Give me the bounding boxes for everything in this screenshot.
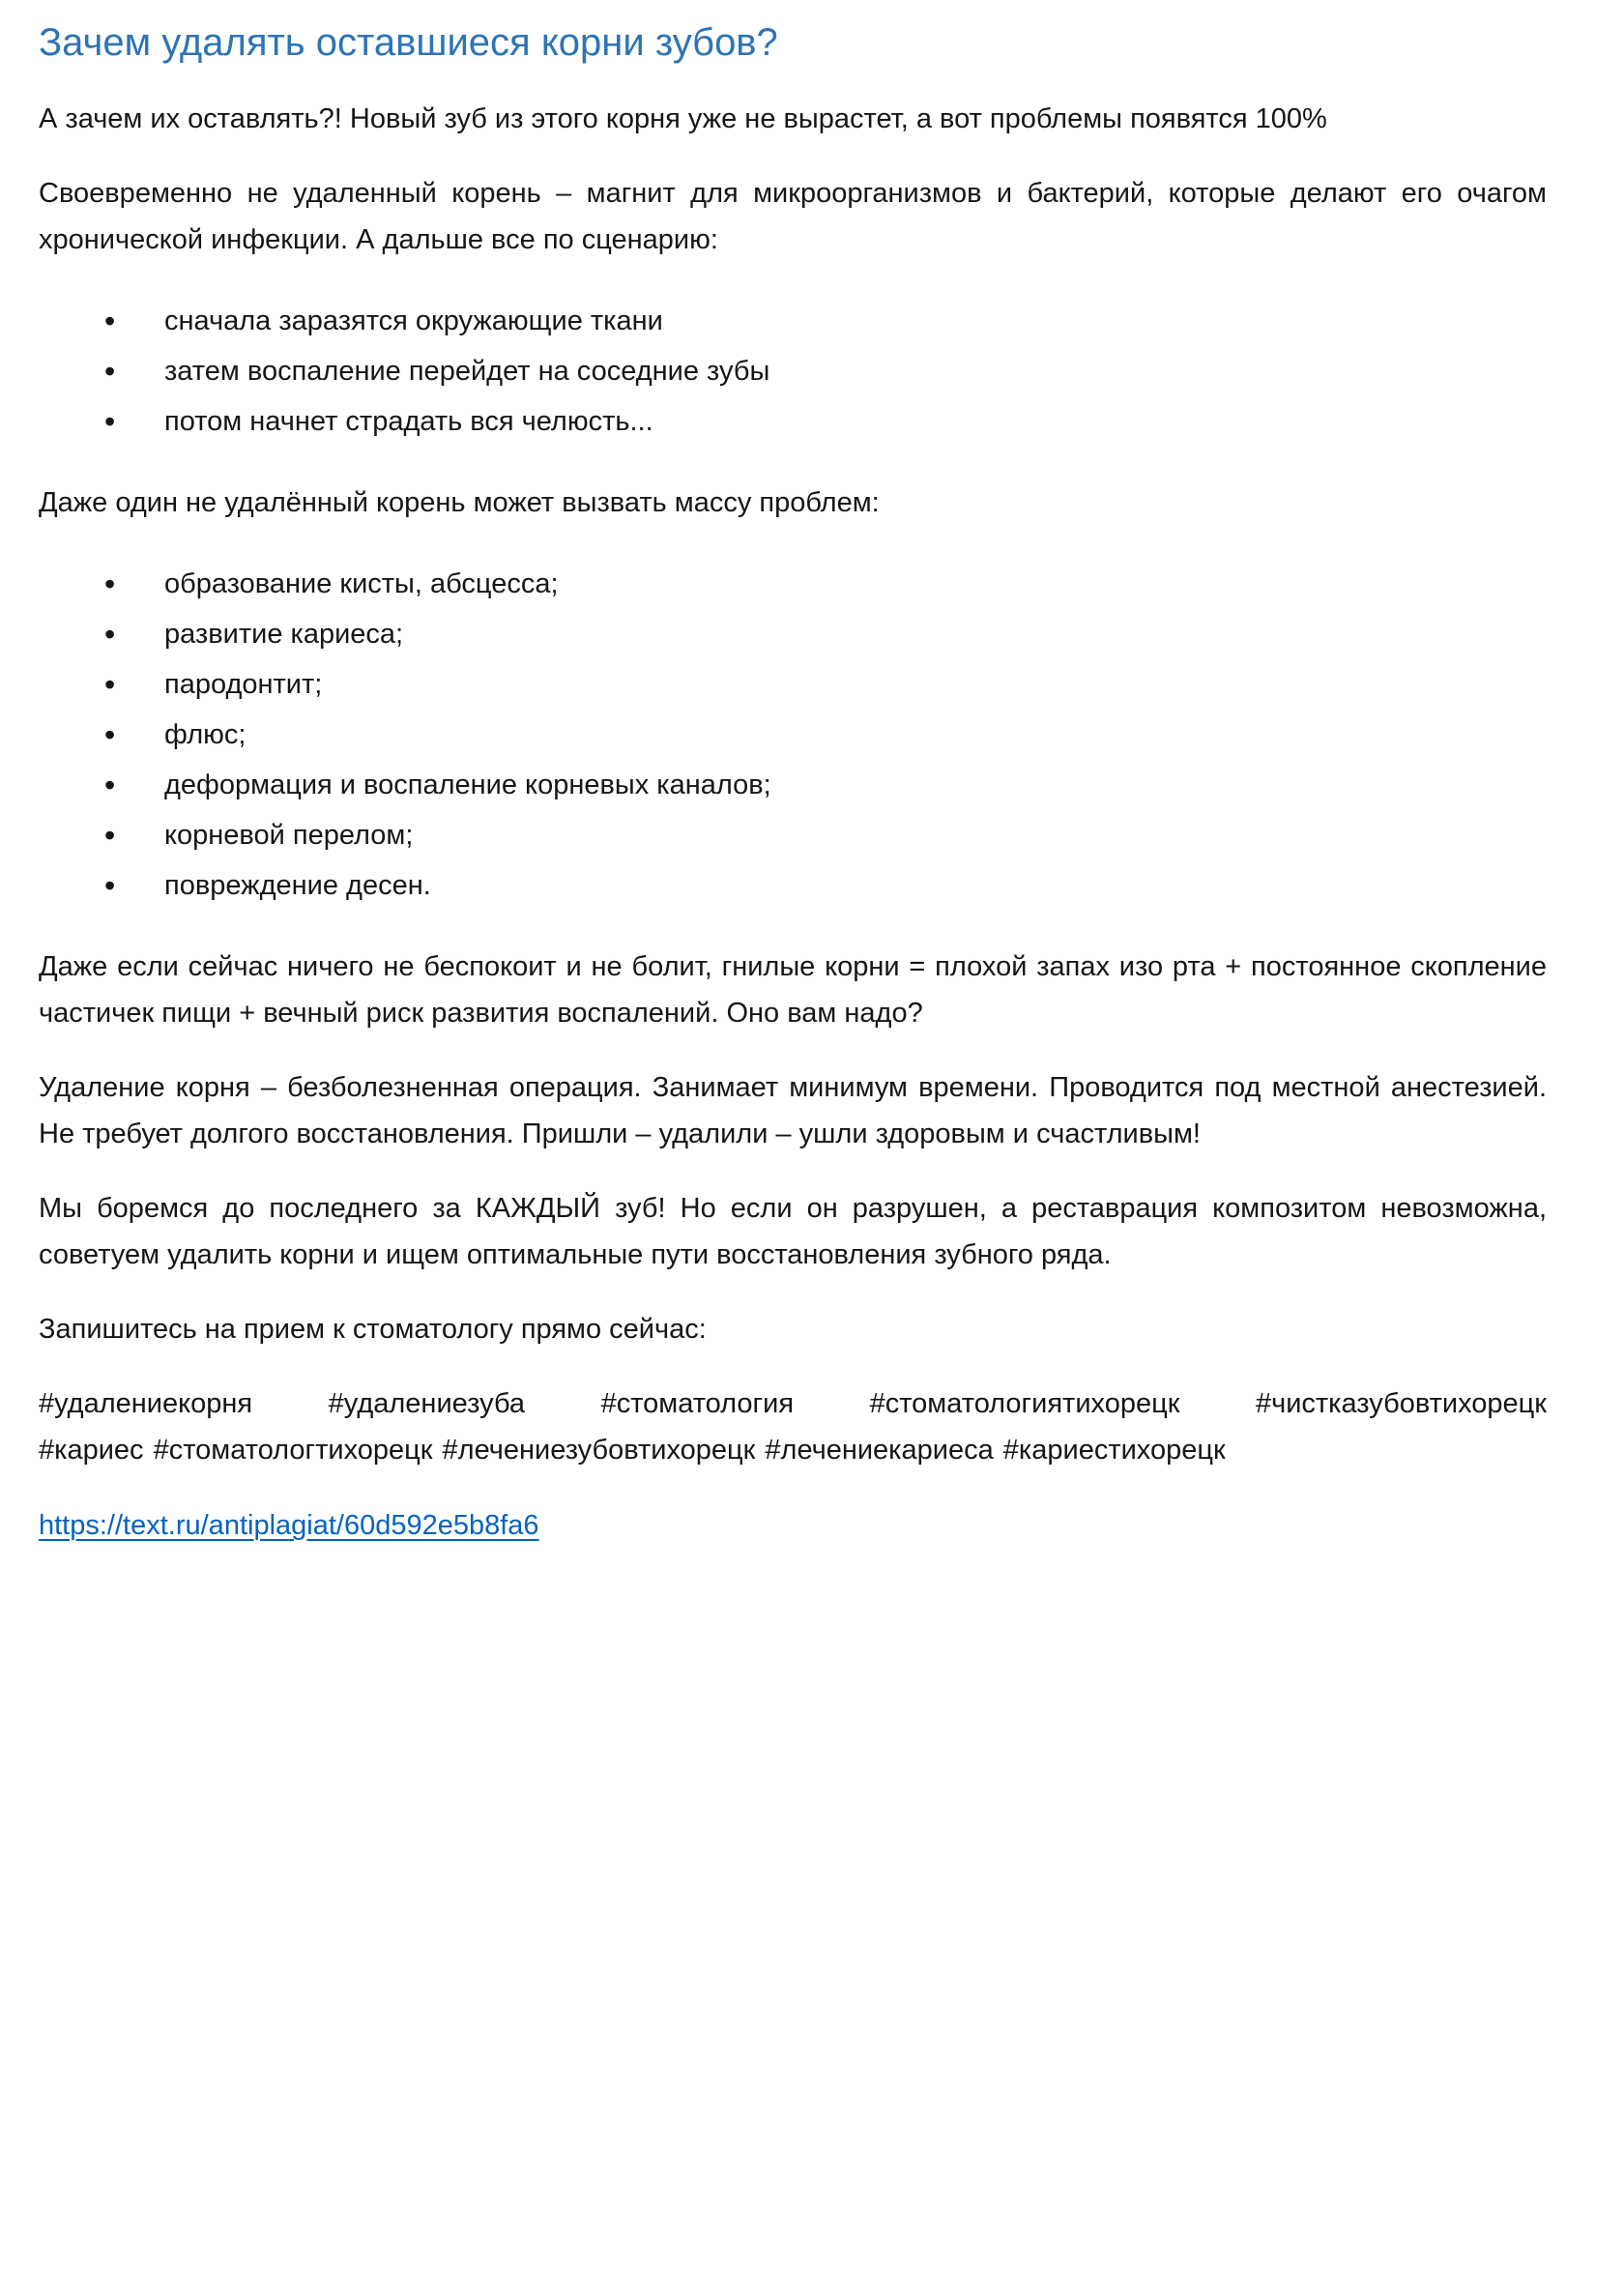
paragraph-signup: Запишитесь на прием к стоматологу прямо сейчас: [39,1314,707,1345]
list-item: • деформация и воспаление корневых каналов; [39,762,1547,808]
list-item: • потом начнет страдать вся челюсть... [39,398,1547,445]
list-item: • пародонтит; [39,661,1547,708]
list-item: • затем воспаление перейдет на соседние зубы [39,348,1547,394]
antiplagiat-link[interactable]: https://text.ru/antiplagiat/60d592e5b8fa6 [39,1510,539,1541]
paragraph-operation: Удаление корня – безболезненная операция. Занимает минимум времени. Проводится под местной анестезией. Не требует долгого восстановления. Пришли – удалили – ушли здоровым и счастливым! [39,1072,1547,1149]
hashtag: #чистказубовтихорецк [1255,1388,1547,1419]
hashtag: #стоматология [600,1388,795,1419]
list-item: • корневой перелом; [39,812,1547,858]
scenario-bullet-list [39,298,1547,445]
paragraph-intro: А зачем их оставлять?! Новый зуб из этого корня уже не вырастет, а вот проблемы появятся 100% [39,103,1327,134]
problems-bullet-list [39,561,1547,909]
paragraph-even-if: Даже если сейчас ничего не беспокоит и не болит, гнилые корни = плохой запах изо рта + постоянное скопление частичек пищи + вечный риск развития воспалений. Оно вам надо? [39,951,1547,1029]
paragraph-fight: Мы боремся до последнего за КАЖДЫЙ зуб! Но если он разрушен, а реставрация композитом невозможна, советуем удалить корни и ищем оптимальные пути восстановления зубного ряда. [39,1193,1547,1270]
link-line [39,1502,1547,1549]
hashtags-block [39,1380,1547,1473]
hashtag: #удалениекорня [39,1388,253,1419]
paragraph-magnet: Своевременно не удаленный корень – магнит для микроорганизмов и бактерий, которые делают его очагом хронической инфекции. А дальше все по сценарию: [39,178,1547,255]
hashtags-line-1 [39,1380,1547,1427]
list-item: • образование кисты, абсцесса; [39,561,1547,607]
list-item: • повреждение десен. [39,862,1547,909]
hashtags-line-2: #кариес #стоматологтихорецк #лечениезубовтихорецк #лечениекариеса #кариестихорецк [39,1435,1226,1466]
list-item: • флюс; [39,712,1547,758]
hashtag: #стоматологиятихорецк [869,1388,1180,1419]
list-item: • сначала заразятся окружающие ткани [39,298,1547,344]
hashtag: #удалениезуба [328,1388,526,1419]
paragraph-problems-intro: Даже один не удалённый корень может вызвать массу проблем: [39,487,880,518]
page-title: Зачем удалять оставшиеся корни зубов? [39,21,778,64]
list-item: • развитие кариеса; [39,611,1547,657]
